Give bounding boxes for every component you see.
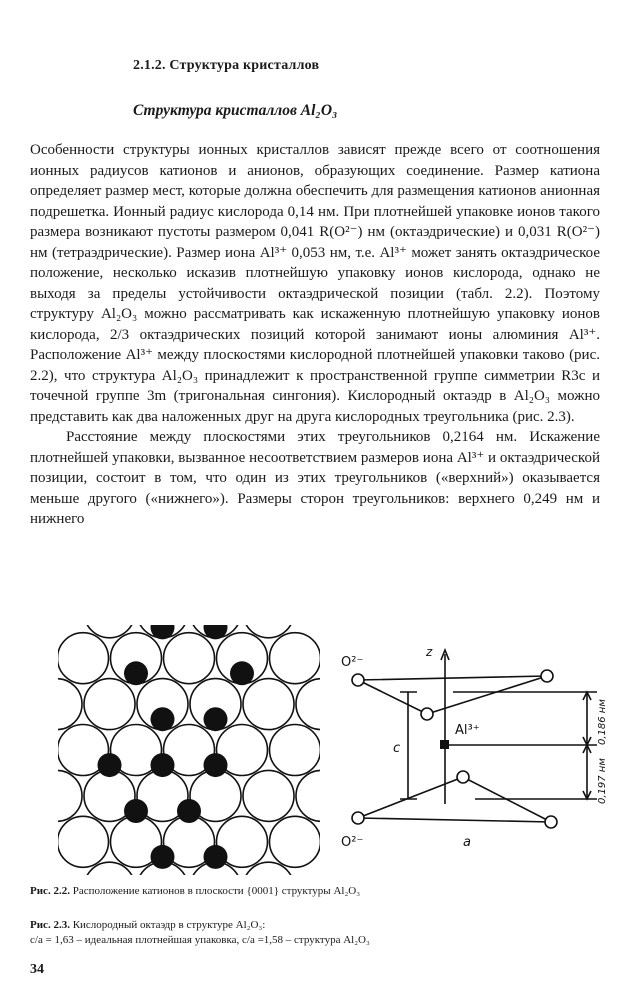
figure-2-3-octahedron bbox=[335, 632, 620, 867]
caption-line-1: Кислородный октаэдр в структуре Al₂O₃: bbox=[72, 919, 266, 931]
dim-lower-label: 0,197 нм bbox=[597, 758, 608, 804]
oxygen-ion bbox=[84, 679, 135, 730]
aluminium-cation bbox=[151, 707, 175, 731]
oxygen-ion bbox=[270, 816, 321, 867]
oxygen-ion bbox=[58, 633, 109, 684]
oxygen-atom bbox=[545, 816, 557, 828]
aluminium-cation bbox=[151, 753, 175, 777]
label-o-top: O²⁻ bbox=[341, 655, 364, 670]
oxygen-ion bbox=[270, 633, 321, 684]
label-c: c bbox=[393, 741, 401, 756]
aluminium-cation bbox=[124, 661, 148, 685]
aluminium-cation bbox=[124, 799, 148, 823]
label-o-bottom: O²⁻ bbox=[341, 835, 364, 850]
oxygen-ion bbox=[296, 679, 320, 730]
oxygen-atom bbox=[421, 708, 433, 720]
oxygen-atom bbox=[352, 674, 364, 686]
aluminium-cation bbox=[98, 753, 122, 777]
caption-text: Расположение катионов в плоскости {0001} структуры Al₂O₃ bbox=[72, 885, 361, 897]
oxygen-ion bbox=[164, 633, 215, 684]
aluminium-cation bbox=[151, 845, 175, 869]
oxygen-ion bbox=[243, 770, 294, 821]
label-z: z bbox=[426, 645, 433, 659]
aluminium-cation bbox=[230, 661, 254, 685]
oxygen-ion bbox=[58, 770, 82, 821]
aluminium-cation bbox=[204, 707, 228, 731]
caption-label: Рис. 2.3. bbox=[30, 919, 70, 931]
oxygen-atom bbox=[541, 670, 553, 682]
label-a: a bbox=[463, 835, 471, 850]
figure-2-2-close-packing bbox=[58, 625, 320, 875]
oxygen-ion bbox=[58, 679, 82, 730]
caption-label: Рис. 2.2. bbox=[30, 885, 70, 897]
caption-line-2: c/a = 1,63 – идеальная плотнейшая упаковка, c/a =1,58 – структура Al₂O₃ bbox=[30, 934, 370, 946]
oxygen-atom bbox=[352, 812, 364, 824]
figure-2-3-caption bbox=[30, 918, 370, 948]
oxygen-ion bbox=[296, 770, 320, 821]
aluminium-atom bbox=[440, 740, 449, 749]
section-title: 2.1.2. Структура кристаллов bbox=[133, 58, 320, 73]
label-al: Al³⁺ bbox=[455, 723, 480, 738]
aluminium-cation bbox=[204, 625, 228, 639]
oxygen-ion bbox=[270, 725, 321, 776]
aluminium-cation bbox=[204, 753, 228, 777]
aluminium-cation bbox=[204, 845, 228, 869]
dim-upper-label: 0,186 нм bbox=[597, 699, 608, 745]
oxygen-atom bbox=[457, 771, 469, 783]
aluminium-cation bbox=[151, 625, 175, 639]
upper-triangle bbox=[358, 676, 547, 714]
body-text bbox=[30, 140, 600, 530]
figure-2-2-caption bbox=[30, 884, 360, 899]
oxygen-ion bbox=[243, 679, 294, 730]
oxygen-ion bbox=[58, 816, 109, 867]
paragraph-2: Расстояние между плоскостями этих треугольников 0,2164 нм. Искажение плотнейшей упаковки, вызванное несоответствием размеров иона Al³⁺ и октаэдрической позиции, состоит в том, что один из этих треугольников («верхний») оказывается меньше другого («нижнего»). Размеры сторон треугольников: верхнего 0,249 нм и нижнего bbox=[30, 429, 600, 527]
aluminium-cation bbox=[177, 799, 201, 823]
page-number: 34 bbox=[30, 962, 44, 977]
paragraph-1: Особенности структуры ионных кристаллов зависят прежде всего от соотношения ионных радиусов катионов и анионов, образующих соединение. Размер катиона определяет размер мест, которые должна обеспечить для размещения катионов анионная подрешетка. Ионный радиус кислорода 0,14 нм. При плотнейшей упаковке ионов такого размера возникают пустоты размером 0,041 R(O²⁻) нм (октаэдрические) и 0,031 R(O²⁻) нм (тетраэдрические). Размер иона Al³⁺ 0,053 нм, т.е. Al³⁺ может занять октаэдрическое положение, несколько исказив плотнейшую упаковку ионов кислорода, однако не выходя за пределы устойчивости октаэдрической позиции (табл. 2.2). Поэтому структуру Al₂O₃ можно рассматривать как искаженную плотнейшую упаковку ионов кислорода, 2/3 октаэдрических позиций которой занимают ионы алюминия Al³⁺. Расположение Al³⁺ между плоскостями кислородной плотнейшей упаковки таково (рис. 2.2), что структура Al₂O₃ принадлежит к пространственной группе симметрии R3c и точечной группе 3m (тригональная сингония). Кислородный октаэдр в Al₂O₃ можно представить как два наложенных друг на друга кислородных треугольника (рис. 2.3). bbox=[30, 142, 600, 425]
subsection-title: Структура кристаллов Al₂O₃ bbox=[133, 102, 338, 119]
